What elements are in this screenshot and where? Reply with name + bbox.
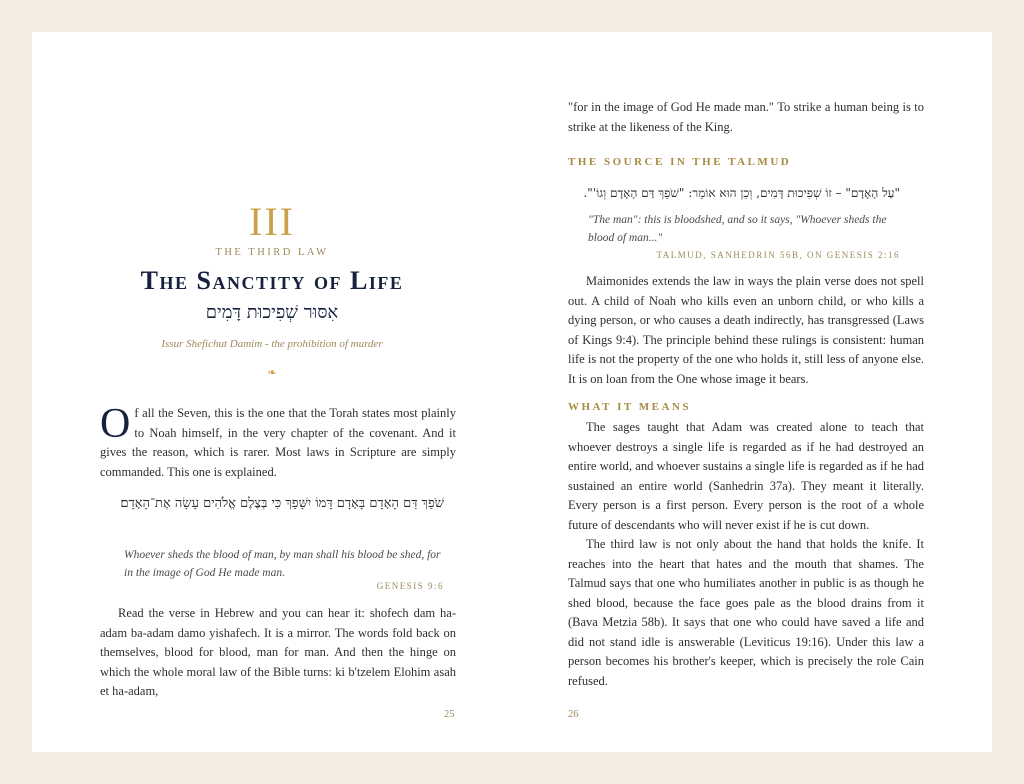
meaning-section [568,418,924,691]
chapter-title: The Sanctity of Life [140,266,404,295]
talmud-hebrew: "עַל הָאָדָם" – זוֹ שְׁפִיכוּת דָּמִים, וְכֵן הוּא אוֹמֵר: "שֹׁפֵךְ דַּם הָאָדָם וְגוֹ'". [583,186,900,200]
drop-cap: O [100,401,131,447]
intro-text: f all the Seven, this is the one that the Torah states most plainly to Noah himself, in the very chapter of the covenant. And it gives the reason, which is rarer. Most laws in Scripture are simply commanded. This one is explained. [100,406,456,479]
chapter-subtitle: Issur Shefichut Damim - the prohibition of murder [161,338,383,350]
page-number-right: 26 [568,709,579,720]
talmud-translation: "The man": this is bloodshed, and so it says, "Whoever sheds the blood of man..." [588,214,887,244]
hebrew-verse: שֹׁפֵךְ דַּם הָאָדָם בָּאָדָם דָּמוֹ יִשָּׁפֵךְ כִּי בְּצֶלֶם אֱלֹהִים עָשָׂה אֶת־הָאָדָם׃ [120,496,444,511]
section-heading-meaning: WHAT IT MEANS [568,401,691,413]
chapter-kicker: THE THIRD LAW [215,247,329,258]
page-number-left: 25 [444,709,455,720]
fleuron-ornament: ❧ [267,366,277,379]
left-body [100,604,456,702]
sages-paragraph: The sages taught that Adam was created alone to teach that whoever destroys a single life is regarded as if he had destroyed an entire world, and whoever sustains a single life is regarded as if he had sustained an entire world (Sanhedrin 37a). They meant it literally. Every person is a first person. Every person is the root of a whole future of descendants who will never exist if he is cut down. [568,420,924,532]
verse-translation: Whoever sheds the blood of man, by man shall his blood be shed, for in the image of God He made man. [124,549,441,579]
knife-paragraph: The third law is not only about the hand that holds the knife. It reaches into the heart that hates and the mouth that shames. The Talmud says that one who humiliates another in public is as though he shed blood, because the face goes pale as the blood drains from it (Bava Metzia 58b). It says that one who could have saved a life and did not stand idle is answerable (Leviticus 19:16). Under this law a person becomes his brother's keeper, which is precisely the role Cain refused. [568,537,924,688]
continuation-paragraph: "for in the image of God He made man." To strike a human being is to strike at the likeness of the King. [568,100,924,134]
intro-paragraph [100,401,456,482]
talmud-citation: TALMUD, SANHEDRIN 56B, ON GENESIS 2:16 [656,250,900,260]
chapter-numeral: III [249,199,295,244]
book-spread [32,32,992,752]
body-paragraph: Read the verse in Hebrew and you can hear it: shofech dam ha-adam ba-adam damo yishafech. It is a mirror. The words fold back on themselves, blood for blood, man for man. And then the hinge on which the whole moral law of the Bible turns: ki b'tzelem Elohim asah et ha-adam, [100,606,456,698]
right-page [512,32,992,752]
maimonides-section [568,272,924,389]
hebrew-title: אִסּוּר שְׁפִיכוּת דָּמִים [205,302,339,323]
section-heading-source: THE SOURCE IN THE TALMUD [568,156,792,168]
verse-citation: GENESIS 9:6 [376,581,444,591]
maimonides-paragraph: Maimonides extends the law in ways the plain verse does not spell out. A child of Noah who kills even an unborn child, or who kills a dying person, or who causes a death indirectly, has transgressed (Laws of Kings 9:4). The principle behind these rulings is consistent: human life is not the property of the one who holds it, still less of anyone else. It is on loan from the One whose image it bears. [568,274,924,386]
left-page [32,32,512,752]
